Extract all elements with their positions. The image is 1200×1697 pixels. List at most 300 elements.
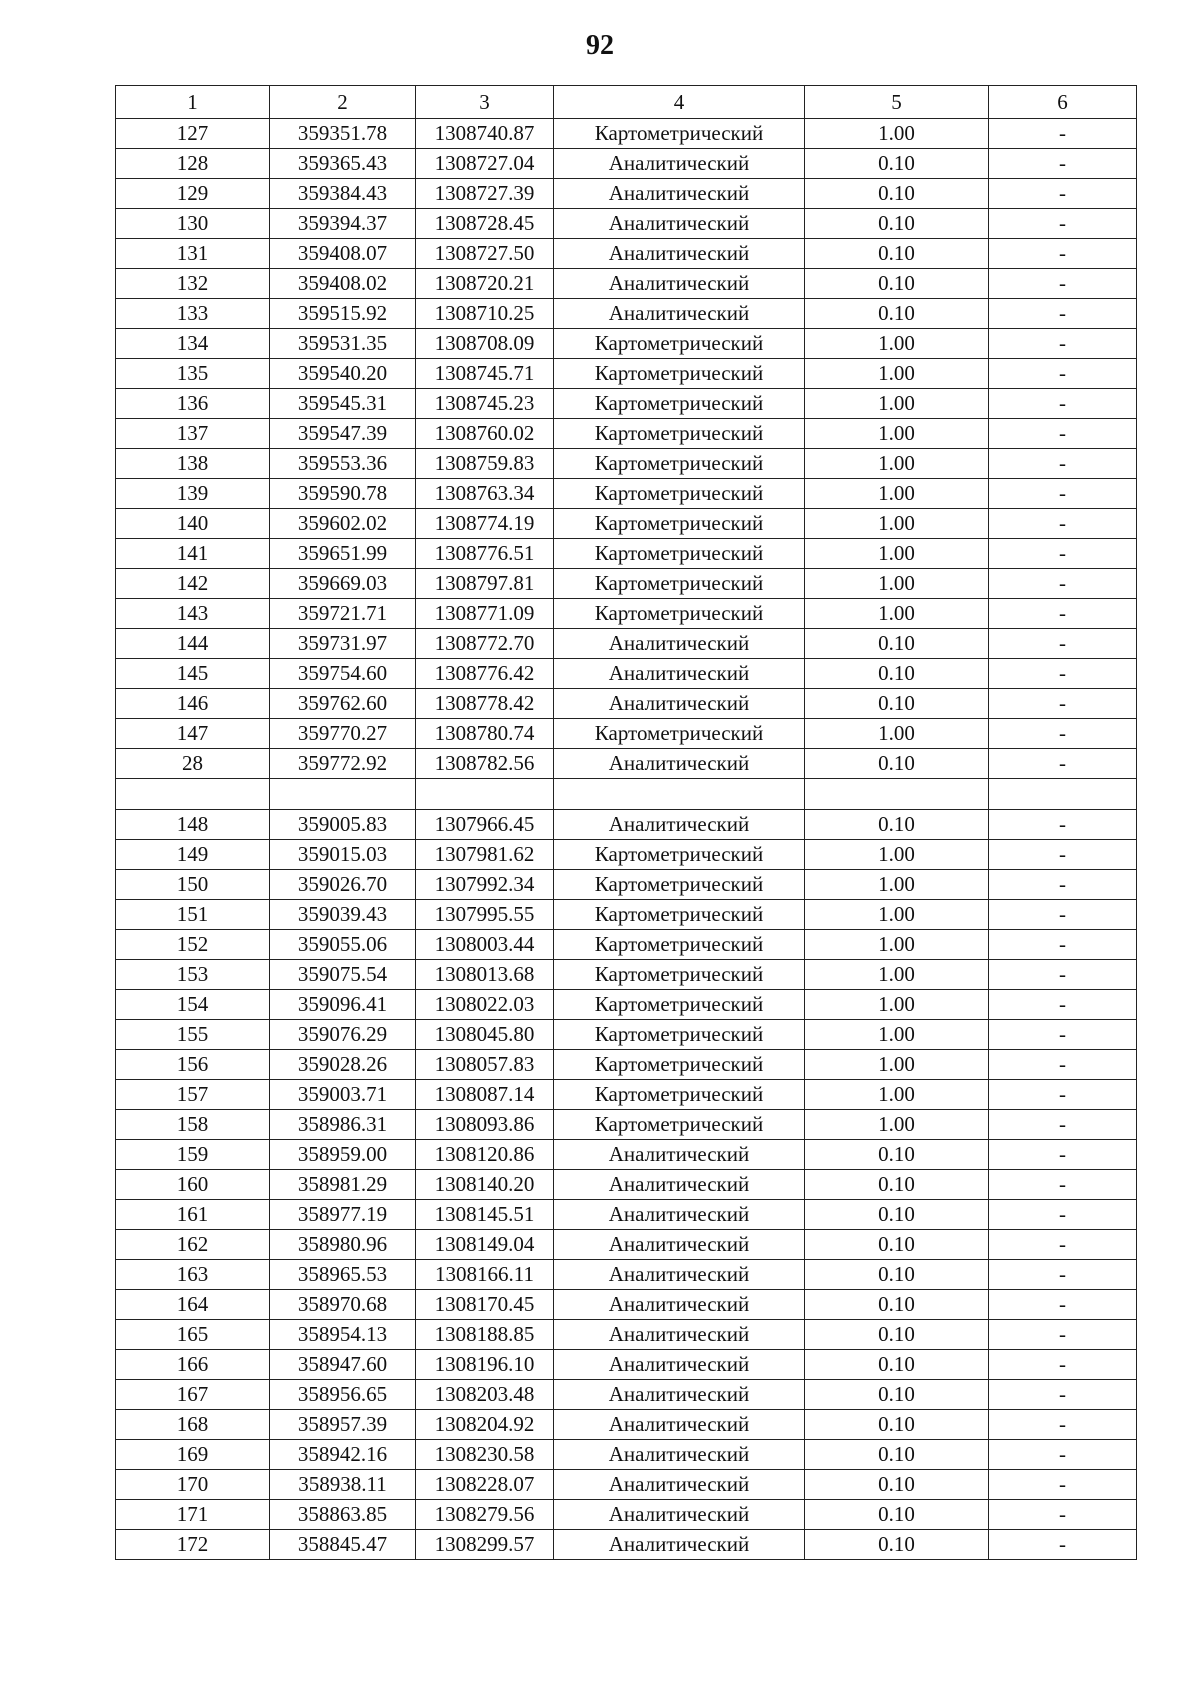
description-cell: - (989, 1050, 1137, 1080)
table-header (116, 86, 1137, 119)
table-row (116, 1080, 1137, 1110)
x-coordinate-cell: 358942.16 (270, 1440, 416, 1470)
header-row (116, 86, 1137, 119)
description-cell: - (989, 389, 1137, 419)
method-cell: Аналитический (554, 149, 805, 179)
x-coordinate-cell: 359547.39 (270, 419, 416, 449)
method-cell: Картометрический (554, 599, 805, 629)
accuracy-cell: 1.00 (805, 960, 989, 990)
x-coordinate-cell: 359590.78 (270, 479, 416, 509)
y-coordinate-cell: 1308745.71 (416, 359, 554, 389)
column-header-2: 2 (270, 86, 416, 119)
x-coordinate-cell: 358954.13 (270, 1320, 416, 1350)
method-cell: Аналитический (554, 209, 805, 239)
y-coordinate-cell: 1308759.83 (416, 449, 554, 479)
description-cell: - (989, 1170, 1137, 1200)
method-cell: Аналитический (554, 1350, 805, 1380)
method-cell: Картометрический (554, 389, 805, 419)
method-cell: Картометрический (554, 840, 805, 870)
y-coordinate-cell: 1308228.07 (416, 1470, 554, 1500)
x-coordinate-cell: 359055.06 (270, 930, 416, 960)
point-number-cell: 129 (116, 179, 270, 209)
point-number-cell: 163 (116, 1260, 270, 1290)
x-coordinate-cell: 359365.43 (270, 149, 416, 179)
x-coordinate-cell (270, 779, 416, 810)
accuracy-cell: 1.00 (805, 930, 989, 960)
y-coordinate-cell: 1308782.56 (416, 749, 554, 779)
method-cell: Аналитический (554, 299, 805, 329)
table-row (116, 840, 1137, 870)
method-cell: Картометрический (554, 1020, 805, 1050)
point-number-cell: 165 (116, 1320, 270, 1350)
description-cell: - (989, 479, 1137, 509)
point-number-cell: 161 (116, 1200, 270, 1230)
accuracy-cell: 1.00 (805, 479, 989, 509)
accuracy-cell: 0.10 (805, 1530, 989, 1560)
x-coordinate-cell: 359770.27 (270, 719, 416, 749)
x-coordinate-cell: 359408.02 (270, 269, 416, 299)
description-cell: - (989, 900, 1137, 930)
x-coordinate-cell: 358957.39 (270, 1410, 416, 1440)
description-cell: - (989, 209, 1137, 239)
method-cell: Картометрический (554, 449, 805, 479)
table-row (116, 449, 1137, 479)
y-coordinate-cell: 1308166.11 (416, 1260, 554, 1290)
point-number-cell: 155 (116, 1020, 270, 1050)
point-number-cell: 148 (116, 810, 270, 840)
method-cell: Картометрический (554, 509, 805, 539)
point-number-cell: 147 (116, 719, 270, 749)
point-number-cell: 130 (116, 209, 270, 239)
x-coordinate-cell: 358986.31 (270, 1110, 416, 1140)
table-row (116, 1020, 1137, 1050)
accuracy-cell: 1.00 (805, 569, 989, 599)
x-coordinate-cell: 359721.71 (270, 599, 416, 629)
y-coordinate-cell: 1308196.10 (416, 1350, 554, 1380)
point-number-cell: 169 (116, 1440, 270, 1470)
accuracy-cell: 1.00 (805, 1080, 989, 1110)
y-coordinate-cell: 1308120.86 (416, 1140, 554, 1170)
accuracy-cell: 0.10 (805, 749, 989, 779)
table-row (116, 209, 1137, 239)
y-coordinate-cell: 1308740.87 (416, 119, 554, 149)
y-coordinate-cell: 1308727.39 (416, 179, 554, 209)
description-cell: - (989, 810, 1137, 840)
method-cell: Аналитический (554, 239, 805, 269)
method-cell: Картометрический (554, 1080, 805, 1110)
y-coordinate-cell: 1308728.45 (416, 209, 554, 239)
table-row (116, 900, 1137, 930)
table-row (116, 1410, 1137, 1440)
table-row (116, 870, 1137, 900)
accuracy-cell: 0.10 (805, 1260, 989, 1290)
table-row (116, 1200, 1137, 1230)
x-coordinate-cell: 358959.00 (270, 1140, 416, 1170)
accuracy-cell: 1.00 (805, 509, 989, 539)
method-cell: Аналитический (554, 749, 805, 779)
accuracy-cell: 0.10 (805, 1440, 989, 1470)
method-cell: Картометрический (554, 479, 805, 509)
x-coordinate-cell: 359553.36 (270, 449, 416, 479)
y-coordinate-cell: 1307981.62 (416, 840, 554, 870)
y-coordinate-cell: 1308149.04 (416, 1230, 554, 1260)
x-coordinate-cell: 359026.70 (270, 870, 416, 900)
description-cell: - (989, 1530, 1137, 1560)
x-coordinate-cell: 359096.41 (270, 990, 416, 1020)
point-number-cell: 171 (116, 1500, 270, 1530)
y-coordinate-cell: 1308170.45 (416, 1290, 554, 1320)
accuracy-cell: 0.10 (805, 1320, 989, 1350)
description-cell: - (989, 1350, 1137, 1380)
x-coordinate-cell: 359772.92 (270, 749, 416, 779)
x-coordinate-cell: 359669.03 (270, 569, 416, 599)
y-coordinate-cell: 1308087.14 (416, 1080, 554, 1110)
point-number-cell: 137 (116, 419, 270, 449)
x-coordinate-cell: 359384.43 (270, 179, 416, 209)
x-coordinate-cell: 358863.85 (270, 1500, 416, 1530)
accuracy-cell: 0.10 (805, 810, 989, 840)
x-coordinate-cell: 358970.68 (270, 1290, 416, 1320)
description-cell: - (989, 329, 1137, 359)
table-row (116, 1320, 1137, 1350)
point-number-cell: 164 (116, 1290, 270, 1320)
method-cell: Аналитический (554, 269, 805, 299)
x-coordinate-cell: 358938.11 (270, 1470, 416, 1500)
y-coordinate-cell: 1308279.56 (416, 1500, 554, 1530)
table-row (116, 1290, 1137, 1320)
description-cell: - (989, 1020, 1137, 1050)
x-coordinate-cell: 359531.35 (270, 329, 416, 359)
accuracy-cell: 1.00 (805, 870, 989, 900)
x-coordinate-cell: 359731.97 (270, 629, 416, 659)
method-cell: Картометрический (554, 719, 805, 749)
table-row (116, 119, 1137, 149)
point-number-cell: 28 (116, 749, 270, 779)
method-cell (554, 779, 805, 810)
table-row (116, 419, 1137, 449)
y-coordinate-cell: 1308797.81 (416, 569, 554, 599)
method-cell: Картометрический (554, 569, 805, 599)
y-coordinate-cell: 1308203.48 (416, 1380, 554, 1410)
point-number-cell: 134 (116, 329, 270, 359)
table-row (116, 1230, 1137, 1260)
point-number-cell: 158 (116, 1110, 270, 1140)
accuracy-cell: 1.00 (805, 389, 989, 419)
y-coordinate-cell: 1308188.85 (416, 1320, 554, 1350)
accuracy-cell: 0.10 (805, 1170, 989, 1200)
y-coordinate-cell: 1308760.02 (416, 419, 554, 449)
accuracy-cell: 0.10 (805, 239, 989, 269)
accuracy-cell: 1.00 (805, 329, 989, 359)
accuracy-cell: 1.00 (805, 1110, 989, 1140)
column-header-6: 6 (989, 86, 1137, 119)
method-cell: Картометрический (554, 359, 805, 389)
method-cell: Картометрический (554, 329, 805, 359)
accuracy-cell: 1.00 (805, 119, 989, 149)
table-row (116, 239, 1137, 269)
point-number-cell: 141 (116, 539, 270, 569)
x-coordinate-cell: 359003.71 (270, 1080, 416, 1110)
point-number-cell: 151 (116, 900, 270, 930)
method-cell: Аналитический (554, 1440, 805, 1470)
point-number-cell: 145 (116, 659, 270, 689)
accuracy-cell: 1.00 (805, 539, 989, 569)
method-cell: Аналитический (554, 1260, 805, 1290)
method-cell: Аналитический (554, 1320, 805, 1350)
point-number-cell: 170 (116, 1470, 270, 1500)
method-cell: Аналитический (554, 179, 805, 209)
column-header-1: 1 (116, 86, 270, 119)
description-cell: - (989, 689, 1137, 719)
method-cell: Картометрический (554, 930, 805, 960)
accuracy-cell: 0.10 (805, 1500, 989, 1530)
table-row (116, 1350, 1137, 1380)
point-number-cell: 144 (116, 629, 270, 659)
description-cell: - (989, 659, 1137, 689)
description-cell: - (989, 359, 1137, 389)
point-number-cell: 135 (116, 359, 270, 389)
y-coordinate-cell: 1308708.09 (416, 329, 554, 359)
y-coordinate-cell: 1308727.04 (416, 149, 554, 179)
description-cell: - (989, 1410, 1137, 1440)
accuracy-cell (805, 779, 989, 810)
method-cell: Картометрический (554, 960, 805, 990)
table-row (116, 179, 1137, 209)
description-cell: - (989, 1230, 1137, 1260)
method-cell: Картометрический (554, 1110, 805, 1140)
description-cell: - (989, 1380, 1137, 1410)
table-row (116, 359, 1137, 389)
table-row (116, 1050, 1137, 1080)
method-cell: Аналитический (554, 1500, 805, 1530)
method-cell: Аналитический (554, 689, 805, 719)
description-cell: - (989, 119, 1137, 149)
method-cell: Картометрический (554, 539, 805, 569)
point-number-cell: 132 (116, 269, 270, 299)
x-coordinate-cell: 358980.96 (270, 1230, 416, 1260)
method-cell: Аналитический (554, 1290, 805, 1320)
x-coordinate-cell: 359075.54 (270, 960, 416, 990)
description-cell: - (989, 539, 1137, 569)
y-coordinate-cell: 1308057.83 (416, 1050, 554, 1080)
table-row (116, 149, 1137, 179)
description-cell (989, 779, 1137, 810)
table-row (116, 389, 1137, 419)
y-coordinate-cell: 1308145.51 (416, 1200, 554, 1230)
x-coordinate-cell: 359408.07 (270, 239, 416, 269)
x-coordinate-cell: 359545.31 (270, 389, 416, 419)
point-number-cell: 128 (116, 149, 270, 179)
x-coordinate-cell: 359515.92 (270, 299, 416, 329)
y-coordinate-cell: 1307995.55 (416, 900, 554, 930)
description-cell: - (989, 239, 1137, 269)
x-coordinate-cell: 358956.65 (270, 1380, 416, 1410)
table-row (116, 1110, 1137, 1140)
accuracy-cell: 0.10 (805, 1410, 989, 1440)
accuracy-cell: 0.10 (805, 1200, 989, 1230)
description-cell: - (989, 269, 1137, 299)
accuracy-cell: 0.10 (805, 1230, 989, 1260)
accuracy-cell: 0.10 (805, 179, 989, 209)
accuracy-cell: 0.10 (805, 269, 989, 299)
y-coordinate-cell: 1308204.92 (416, 1410, 554, 1440)
y-coordinate-cell: 1308230.58 (416, 1440, 554, 1470)
description-cell: - (989, 749, 1137, 779)
accuracy-cell: 1.00 (805, 719, 989, 749)
point-number-cell: 156 (116, 1050, 270, 1080)
table-row (116, 569, 1137, 599)
y-coordinate-cell: 1308710.25 (416, 299, 554, 329)
description-cell: - (989, 1290, 1137, 1320)
accuracy-cell: 1.00 (805, 900, 989, 930)
table-row (116, 329, 1137, 359)
x-coordinate-cell: 359651.99 (270, 539, 416, 569)
x-coordinate-cell: 358845.47 (270, 1530, 416, 1560)
point-number-cell: 150 (116, 870, 270, 900)
x-coordinate-cell: 359351.78 (270, 119, 416, 149)
y-coordinate-cell: 1308720.21 (416, 269, 554, 299)
x-coordinate-cell: 359602.02 (270, 509, 416, 539)
y-coordinate-cell: 1308093.86 (416, 1110, 554, 1140)
description-cell: - (989, 509, 1137, 539)
point-number-cell: 136 (116, 389, 270, 419)
y-coordinate-cell: 1308780.74 (416, 719, 554, 749)
point-number-cell: 139 (116, 479, 270, 509)
table-row (116, 930, 1137, 960)
table-row (116, 810, 1137, 840)
accuracy-cell: 1.00 (805, 599, 989, 629)
table-row (116, 509, 1137, 539)
table-row (116, 299, 1137, 329)
point-number-cell: 149 (116, 840, 270, 870)
description-cell: - (989, 990, 1137, 1020)
table-row (116, 1380, 1137, 1410)
table-row (116, 990, 1137, 1020)
description-cell: - (989, 599, 1137, 629)
accuracy-cell: 0.10 (805, 1350, 989, 1380)
point-number-cell: 140 (116, 509, 270, 539)
description-cell: - (989, 1470, 1137, 1500)
y-coordinate-cell: 1307992.34 (416, 870, 554, 900)
table-row (116, 1170, 1137, 1200)
description-cell: - (989, 569, 1137, 599)
description-cell: - (989, 930, 1137, 960)
method-cell: Аналитический (554, 1200, 805, 1230)
y-coordinate-cell: 1308763.34 (416, 479, 554, 509)
accuracy-cell: 1.00 (805, 419, 989, 449)
accuracy-cell: 1.00 (805, 449, 989, 479)
table-row (116, 960, 1137, 990)
accuracy-cell: 0.10 (805, 1470, 989, 1500)
point-number-cell: 167 (116, 1380, 270, 1410)
point-number-cell: 131 (116, 239, 270, 269)
point-number-cell: 157 (116, 1080, 270, 1110)
point-number-cell: 142 (116, 569, 270, 599)
description-cell: - (989, 1320, 1137, 1350)
table-row (116, 1500, 1137, 1530)
accuracy-cell: 1.00 (805, 1020, 989, 1050)
point-number-cell (116, 779, 270, 810)
method-cell: Аналитический (554, 1140, 805, 1170)
point-number-cell: 133 (116, 299, 270, 329)
description-cell: - (989, 719, 1137, 749)
y-coordinate-cell: 1308774.19 (416, 509, 554, 539)
method-cell: Картометрический (554, 1050, 805, 1080)
y-coordinate-cell: 1308045.80 (416, 1020, 554, 1050)
point-number-cell: 154 (116, 990, 270, 1020)
point-number-cell: 143 (116, 599, 270, 629)
accuracy-cell: 0.10 (805, 1380, 989, 1410)
table-row (116, 749, 1137, 779)
description-cell: - (989, 1140, 1137, 1170)
point-number-cell: 153 (116, 960, 270, 990)
method-cell: Аналитический (554, 659, 805, 689)
description-cell: - (989, 1200, 1137, 1230)
x-coordinate-cell: 359754.60 (270, 659, 416, 689)
point-number-cell: 127 (116, 119, 270, 149)
description-cell: - (989, 1080, 1137, 1110)
method-cell: Аналитический (554, 1170, 805, 1200)
accuracy-cell: 0.10 (805, 689, 989, 719)
method-cell: Аналитический (554, 1530, 805, 1560)
column-header-4: 4 (554, 86, 805, 119)
description-cell: - (989, 299, 1137, 329)
point-number-cell: 152 (116, 930, 270, 960)
method-cell: Аналитический (554, 1230, 805, 1260)
y-coordinate-cell (416, 779, 554, 810)
method-cell: Аналитический (554, 629, 805, 659)
x-coordinate-cell: 358977.19 (270, 1200, 416, 1230)
x-coordinate-cell: 358981.29 (270, 1170, 416, 1200)
method-cell: Аналитический (554, 1410, 805, 1440)
method-cell: Картометрический (554, 119, 805, 149)
description-cell: - (989, 1260, 1137, 1290)
y-coordinate-cell: 1308776.51 (416, 539, 554, 569)
method-cell: Картометрический (554, 990, 805, 1020)
table-row (116, 659, 1137, 689)
accuracy-cell: 0.10 (805, 149, 989, 179)
description-cell: - (989, 870, 1137, 900)
y-coordinate-cell: 1308776.42 (416, 659, 554, 689)
table-row (116, 719, 1137, 749)
method-cell: Аналитический (554, 1470, 805, 1500)
accuracy-cell: 0.10 (805, 1290, 989, 1320)
description-cell: - (989, 1440, 1137, 1470)
table-row (116, 1530, 1137, 1560)
page-number: 92 (586, 30, 614, 61)
point-number-cell: 172 (116, 1530, 270, 1560)
table-row (116, 629, 1137, 659)
description-cell: - (989, 840, 1137, 870)
accuracy-cell: 0.10 (805, 209, 989, 239)
column-header-3: 3 (416, 86, 554, 119)
method-cell: Картометрический (554, 900, 805, 930)
accuracy-cell: 0.10 (805, 1140, 989, 1170)
y-coordinate-cell: 1308299.57 (416, 1530, 554, 1560)
table-row (116, 1140, 1137, 1170)
x-coordinate-cell: 359394.37 (270, 209, 416, 239)
coordinates-table (115, 85, 1137, 1560)
point-number-cell: 168 (116, 1410, 270, 1440)
x-coordinate-cell: 359015.03 (270, 840, 416, 870)
description-cell: - (989, 149, 1137, 179)
accuracy-cell: 1.00 (805, 840, 989, 870)
table-row (116, 1470, 1137, 1500)
description-cell: - (989, 449, 1137, 479)
y-coordinate-cell: 1308013.68 (416, 960, 554, 990)
method-cell: Аналитический (554, 810, 805, 840)
y-coordinate-cell: 1307966.45 (416, 810, 554, 840)
